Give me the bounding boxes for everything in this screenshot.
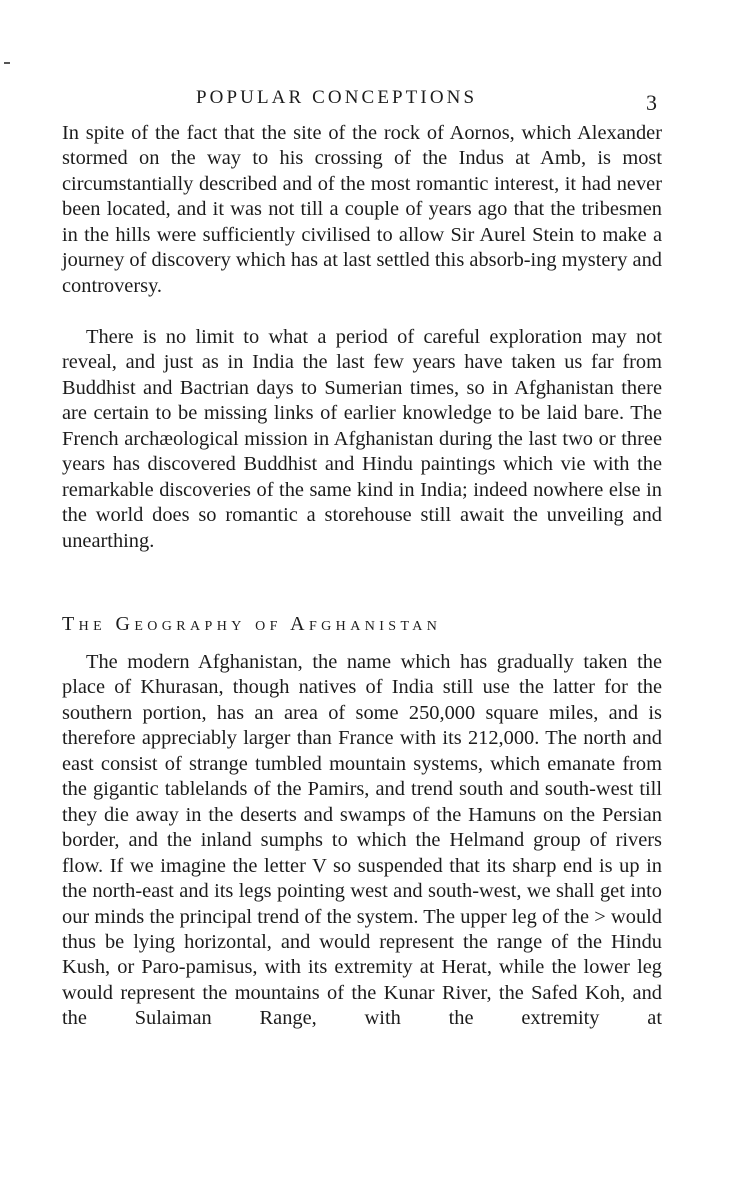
margin-mark: [4, 62, 10, 64]
paragraph-geography: The modern Afghanistan, the name which has gradually taken the place of Khurasan, though natives of India still use the latter for the southern portion, has an area of some 250,000 square miles, and is therefore appreciably larger than France with its 212,000. The north and east consist of strange tumbled mountain systems, which emanate from the gigantic tablelands of the Pamirs, and trend south and south-west till they die away in the deserts and swamps of the Hamuns on the Persian border, and the inland sumphs to which the Helmand group of rivers flow. If we imagine the letter V so suspended that its sharp end is up in the north-east and its legs pointing west and south-west, we shall get into our minds the principal trend of the system. The upper leg of the > would thus be lying horizontal, and would represent the range of the Hindu Kush, or Paro-pamisus, with its extremity at Herat, while the lower leg would represent the mountains of the Kunar River, the Safed Koh, and the Sulaiman Range, with the extremity at: [62, 651, 662, 1030]
running-head: [0, 86, 732, 116]
page-number: 3: [646, 90, 657, 115]
section-heading: The Geography of Afghanistan: [62, 613, 442, 635]
running-title: POPULAR CONCEPTIONS: [196, 87, 478, 108]
paragraph-exploration: There is no limit to what a period of careful exploration may not reveal, and just as in India the last few years have taken us far from Buddhist and Bactrian days to Sumerian times, so in Afghanistan there are certain to be missing links of earlier knowledge to be laid bare. The French archæological mission in Afghanistan during the last two or three years has discovered Buddhist and Hindu paintings which vie with the remarkable discoveries of the same kind in India; indeed nowhere else in the world does so romantic a storehouse still await the unveiling and unearthing.: [62, 326, 662, 552]
paragraph-aornos: In spite of the fact that the site of the rock of Aornos, which Alexander stormed on the way to his crossing of the Indus at Amb, is most circumstantially described and of the most romantic interest, it had never been located, and it was not till a couple of years ago that the tribesmen in the hills were sufficiently civilised to allow Sir Aurel Stein to make a journey of discovery which has at last settled this absorb-ing mystery and controversy.: [62, 122, 662, 297]
